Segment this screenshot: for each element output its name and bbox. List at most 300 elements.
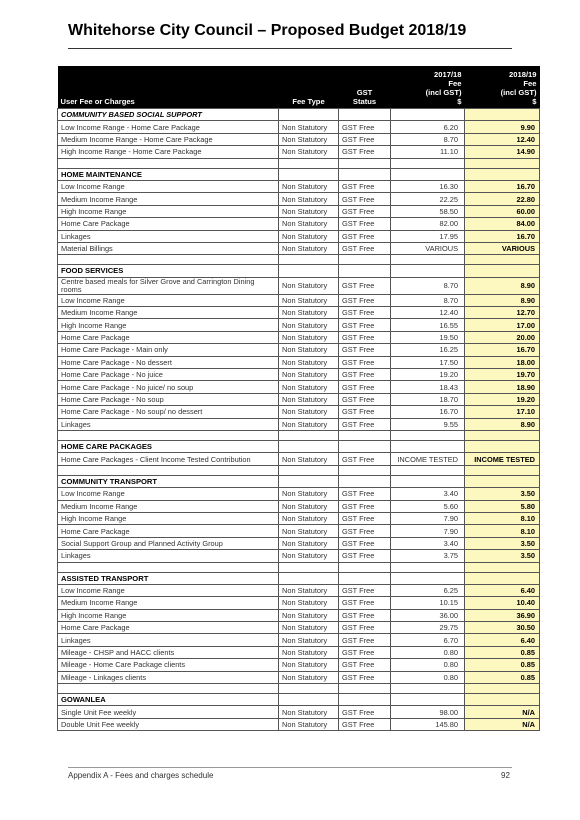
table-row [58, 146, 540, 158]
gst-status-cell: GST Free [339, 584, 391, 596]
fee-type-cell: Non Statutory [279, 512, 339, 524]
table-row [58, 597, 540, 609]
gst-status-cell [339, 158, 391, 168]
gst-status-cell [339, 440, 391, 452]
fee-type-cell: Non Statutory [279, 381, 339, 393]
fee-2018-19-cell: 18.00 [465, 356, 540, 368]
fee-2018-19-cell: 8.10 [465, 525, 540, 537]
table-row [58, 634, 540, 646]
fee-type-cell: Non Statutory [279, 659, 339, 671]
header-fee-2018-19: 2018/19 Fee (incl GST) $ [465, 66, 540, 109]
fee-2017-18-cell: 16.55 [391, 319, 465, 331]
spacer-row [58, 255, 540, 265]
gst-status-cell [339, 168, 391, 180]
fee-2018-19-cell: 12.40 [465, 133, 540, 145]
fee-2017-18-cell: 8.70 [391, 294, 465, 306]
fee-2017-18-cell [391, 109, 465, 121]
fee-type-cell: Non Statutory [279, 230, 339, 242]
fee-name-cell: Home Care Package [58, 525, 279, 537]
fee-2018-19-cell: 22.80 [465, 193, 540, 205]
gst-status-cell: GST Free [339, 512, 391, 524]
fee-2017-18-cell: 17.95 [391, 230, 465, 242]
fee-2017-18-cell: 58.50 [391, 205, 465, 217]
fee-name-cell: Home Care Package [58, 331, 279, 343]
fee-2017-18-cell [391, 465, 465, 475]
fee-2018-19-cell: INCOME TESTED [465, 453, 540, 465]
fee-name-cell: Home Care Package - Main only [58, 344, 279, 356]
spacer-row [58, 158, 540, 168]
fee-2017-18-cell: 7.90 [391, 525, 465, 537]
fee-2018-19-cell: 0.85 [465, 659, 540, 671]
fee-type-cell [279, 255, 339, 265]
fee-name-cell: Low Income Range [58, 294, 279, 306]
fee-2017-18-cell: 3.40 [391, 537, 465, 549]
fee-2017-18-cell: 22.25 [391, 193, 465, 205]
fee-name-cell: Home Care Package - No soup [58, 393, 279, 405]
fee-name-cell: Linkages [58, 634, 279, 646]
fee-name-cell: Medium Income Range [58, 193, 279, 205]
table-row [58, 393, 540, 405]
gst-status-cell: GST Free [339, 344, 391, 356]
table-row [58, 133, 540, 145]
fee-2018-19-cell: 0.85 [465, 646, 540, 658]
gst-status-cell [339, 475, 391, 487]
fee-2017-18-cell: 0.80 [391, 646, 465, 658]
fee-type-cell: Non Statutory [279, 331, 339, 343]
fee-2017-18-cell: 3.75 [391, 550, 465, 562]
section-heading-row [58, 572, 540, 584]
fee-type-cell: Non Statutory [279, 307, 339, 319]
table-row [58, 646, 540, 658]
fee-2017-18-cell: 19.20 [391, 369, 465, 381]
gst-status-cell: GST Free [339, 659, 391, 671]
fee-2018-19-cell [465, 684, 540, 694]
fee-name-cell: Linkages [58, 230, 279, 242]
fee-name-cell: COMMUNITY TRANSPORT [58, 475, 279, 487]
fee-type-cell: Non Statutory [279, 671, 339, 683]
gst-status-cell: GST Free [339, 488, 391, 500]
fee-2017-18-cell: 7.90 [391, 512, 465, 524]
fee-type-cell: Non Statutory [279, 488, 339, 500]
spacer-row [58, 562, 540, 572]
fee-2017-18-cell [391, 572, 465, 584]
fee-2018-19-cell: 17.00 [465, 319, 540, 331]
fee-type-cell: Non Statutory [279, 180, 339, 192]
gst-status-cell: GST Free [339, 218, 391, 230]
fee-2018-19-cell: 8.90 [465, 277, 540, 294]
fee-2017-18-cell: 16.70 [391, 406, 465, 418]
fee-name-cell: COMMUNITY BASED SOCIAL SUPPORT [58, 109, 279, 121]
gst-status-cell: GST Free [339, 597, 391, 609]
fee-2017-18-cell: 5.60 [391, 500, 465, 512]
fee-type-cell: Non Statutory [279, 646, 339, 658]
fee-name-cell: Single Unit Fee weekly [58, 706, 279, 718]
fee-name-cell: Home Care Packages - Client Income Tested Contribution [58, 453, 279, 465]
fee-name-cell: Home Care Package - No soup/ no dessert [58, 406, 279, 418]
fee-2017-18-cell [391, 694, 465, 706]
gst-status-cell: GST Free [339, 550, 391, 562]
gst-status-cell [339, 109, 391, 121]
fee-name-cell: Mileage - Linkages clients [58, 671, 279, 683]
fee-name-cell: GOWANLEA [58, 694, 279, 706]
fee-name-cell: Double Unit Fee weekly [58, 718, 279, 730]
fee-name-cell: Low Income Range [58, 584, 279, 596]
table-row [58, 218, 540, 230]
fee-2018-19-cell: 0.85 [465, 671, 540, 683]
gst-status-cell [339, 255, 391, 265]
fee-2017-18-cell: 18.43 [391, 381, 465, 393]
gst-status-cell: GST Free [339, 319, 391, 331]
spacer-row [58, 684, 540, 694]
fee-name-cell: Medium Income Range [58, 597, 279, 609]
gst-status-cell: GST Free [339, 418, 391, 430]
fee-type-cell: Non Statutory [279, 218, 339, 230]
table-row [58, 230, 540, 242]
gst-status-cell: GST Free [339, 193, 391, 205]
fee-2018-19-cell: 17.10 [465, 406, 540, 418]
table-row [58, 294, 540, 306]
fee-2017-18-cell: 10.15 [391, 597, 465, 609]
fee-name-cell: High Income Range [58, 609, 279, 621]
fee-2018-19-cell: VARIOUS [465, 242, 540, 254]
gst-status-cell: GST Free [339, 331, 391, 343]
fee-type-cell [279, 475, 339, 487]
fee-type-cell: Non Statutory [279, 500, 339, 512]
fee-name-cell: Medium Income Range [58, 500, 279, 512]
gst-status-cell: GST Free [339, 146, 391, 158]
fee-2018-19-cell: 9.90 [465, 121, 540, 133]
table-row [58, 193, 540, 205]
table-row [58, 488, 540, 500]
fee-2017-18-cell: 19.50 [391, 331, 465, 343]
fee-name-cell [58, 255, 279, 265]
fee-name-cell: FOOD SERVICES [58, 265, 279, 277]
fee-2017-18-cell: 8.70 [391, 277, 465, 294]
fee-2017-18-cell: 145.80 [391, 718, 465, 730]
page-number: 92 [501, 771, 510, 780]
table-row [58, 525, 540, 537]
fee-2018-19-cell: 5.80 [465, 500, 540, 512]
fee-name-cell: Home Care Package [58, 622, 279, 634]
fee-name-cell: High Income Range - Home Care Package [58, 146, 279, 158]
fee-2017-18-cell [391, 265, 465, 277]
fee-2017-18-cell [391, 430, 465, 440]
gst-status-cell: GST Free [339, 671, 391, 683]
fee-name-cell: Medium Income Range [58, 307, 279, 319]
fee-2018-19-cell: 8.90 [465, 418, 540, 430]
fee-2018-19-cell: 60.00 [465, 205, 540, 217]
fee-type-cell [279, 572, 339, 584]
fee-2017-18-cell: VARIOUS [391, 242, 465, 254]
fee-type-cell: Non Statutory [279, 393, 339, 405]
fee-2018-19-cell: 84.00 [465, 218, 540, 230]
header-charges: User Fee or Charges [58, 66, 279, 109]
fee-name-cell: Home Care Package - No juice [58, 369, 279, 381]
fee-2017-18-cell: 12.40 [391, 307, 465, 319]
fee-type-cell: Non Statutory [279, 550, 339, 562]
fee-name-cell: Mileage - CHSP and HACC clients [58, 646, 279, 658]
fee-type-cell [279, 440, 339, 452]
section-heading-row [58, 265, 540, 277]
fee-type-cell [279, 694, 339, 706]
fee-2017-18-cell [391, 255, 465, 265]
footer-label: Appendix A - Fees and charges schedule [68, 771, 214, 780]
fee-type-cell: Non Statutory [279, 146, 339, 158]
fee-type-cell: Non Statutory [279, 537, 339, 549]
fee-2018-19-cell [465, 158, 540, 168]
fee-2017-18-cell: 6.25 [391, 584, 465, 596]
gst-status-cell: GST Free [339, 718, 391, 730]
fee-name-cell: Home Care Package - No juice/ no soup [58, 381, 279, 393]
fee-type-cell: Non Statutory [279, 319, 339, 331]
fee-2017-18-cell: 18.70 [391, 393, 465, 405]
fee-2018-19-cell: 6.40 [465, 634, 540, 646]
fee-type-cell [279, 430, 339, 440]
gst-status-cell [339, 430, 391, 440]
fee-type-cell: Non Statutory [279, 356, 339, 368]
fee-2017-18-cell [391, 562, 465, 572]
gst-status-cell: GST Free [339, 205, 391, 217]
fee-2017-18-cell: 82.00 [391, 218, 465, 230]
fee-2018-19-cell: 10.40 [465, 597, 540, 609]
fee-2018-19-cell: 3.50 [465, 550, 540, 562]
fee-name-cell: HOME CARE PACKAGES [58, 440, 279, 452]
fee-type-cell: Non Statutory [279, 609, 339, 621]
table-header-row [58, 66, 540, 109]
fee-2018-19-cell: 16.70 [465, 180, 540, 192]
page-title: Whitehorse City Council – Proposed Budget 2018/19 [68, 22, 467, 39]
gst-status-cell: GST Free [339, 133, 391, 145]
fee-type-cell: Non Statutory [279, 597, 339, 609]
fee-name-cell: Linkages [58, 550, 279, 562]
fee-2018-19-cell [465, 265, 540, 277]
gst-status-cell [339, 572, 391, 584]
gst-status-cell: GST Free [339, 356, 391, 368]
fee-2017-18-cell: 3.40 [391, 488, 465, 500]
fee-name-cell: High Income Range [58, 205, 279, 217]
table-body [58, 109, 540, 731]
gst-status-cell: GST Free [339, 294, 391, 306]
fee-2017-18-cell: 9.55 [391, 418, 465, 430]
fee-2018-19-cell [465, 430, 540, 440]
fee-name-cell [58, 562, 279, 572]
fee-2018-19-cell: 20.00 [465, 331, 540, 343]
fee-name-cell: Mileage - Home Care Package clients [58, 659, 279, 671]
fee-2017-18-cell: 6.70 [391, 634, 465, 646]
gst-status-cell: GST Free [339, 453, 391, 465]
gst-status-cell [339, 562, 391, 572]
table-row [58, 277, 540, 294]
fee-2018-19-cell: 30.50 [465, 622, 540, 634]
fee-type-cell: Non Statutory [279, 525, 339, 537]
table-row [58, 344, 540, 356]
table-row [58, 500, 540, 512]
spacer-row [58, 430, 540, 440]
gst-status-cell: GST Free [339, 537, 391, 549]
fee-name-cell: Low Income Range - Home Care Package [58, 121, 279, 133]
gst-status-cell: GST Free [339, 242, 391, 254]
section-heading-row [58, 475, 540, 487]
gst-status-cell: GST Free [339, 307, 391, 319]
table-row [58, 537, 540, 549]
fee-2017-18-cell: 0.80 [391, 659, 465, 671]
fee-2018-19-cell [465, 475, 540, 487]
gst-status-cell: GST Free [339, 622, 391, 634]
fee-type-cell [279, 465, 339, 475]
fee-type-cell [279, 562, 339, 572]
fee-2017-18-cell [391, 168, 465, 180]
table-row [58, 453, 540, 465]
fee-2018-19-cell: 36.90 [465, 609, 540, 621]
fee-name-cell [58, 684, 279, 694]
gst-status-cell: GST Free [339, 706, 391, 718]
fee-2018-19-cell [465, 572, 540, 584]
table-row [58, 671, 540, 683]
fee-type-cell: Non Statutory [279, 718, 339, 730]
table-row [58, 622, 540, 634]
gst-status-cell: GST Free [339, 277, 391, 294]
fee-name-cell: HOME MAINTENANCE [58, 168, 279, 180]
table-row [58, 381, 540, 393]
fee-2017-18-cell: 6.20 [391, 121, 465, 133]
fee-2018-19-cell [465, 440, 540, 452]
fee-type-cell: Non Statutory [279, 344, 339, 356]
fee-type-cell: Non Statutory [279, 634, 339, 646]
fee-type-cell: Non Statutory [279, 294, 339, 306]
fee-name-cell: Low Income Range [58, 180, 279, 192]
section-heading-row [58, 694, 540, 706]
fee-name-cell: Centre based meals for Silver Grove and Carrington Dining rooms [58, 277, 279, 294]
fees-table [57, 66, 540, 731]
fee-2017-18-cell: 17.50 [391, 356, 465, 368]
fee-2018-19-cell [465, 694, 540, 706]
gst-status-cell [339, 265, 391, 277]
table-row [58, 180, 540, 192]
fee-2018-19-cell [465, 465, 540, 475]
header-gst-status: GST Status [339, 66, 391, 109]
gst-status-cell: GST Free [339, 230, 391, 242]
fee-type-cell: Non Statutory [279, 242, 339, 254]
fee-type-cell: Non Statutory [279, 193, 339, 205]
table-row [58, 550, 540, 562]
fee-name-cell: Social Support Group and Planned Activity Group [58, 537, 279, 549]
fee-2018-19-cell [465, 109, 540, 121]
fee-2018-19-cell: 8.10 [465, 512, 540, 524]
fee-name-cell: High Income Range [58, 512, 279, 524]
table-row [58, 406, 540, 418]
fee-2018-19-cell: 3.50 [465, 488, 540, 500]
fee-2018-19-cell [465, 255, 540, 265]
fee-2017-18-cell: 98.00 [391, 706, 465, 718]
fee-name-cell: ASSISTED TRANSPORT [58, 572, 279, 584]
table-row [58, 331, 540, 343]
table-row [58, 356, 540, 368]
gst-status-cell: GST Free [339, 500, 391, 512]
fee-2017-18-cell: 11.10 [391, 146, 465, 158]
header-fee-2017-18: 2017/18 Fee (incl GST) $ [391, 66, 465, 109]
fee-name-cell [58, 158, 279, 168]
title-divider [68, 48, 512, 49]
table-row [58, 307, 540, 319]
fee-name-cell [58, 430, 279, 440]
fee-2018-19-cell: 16.70 [465, 230, 540, 242]
fee-name-cell: Home Care Package [58, 218, 279, 230]
gst-status-cell: GST Free [339, 634, 391, 646]
table-row [58, 718, 540, 730]
table-row [58, 205, 540, 217]
fee-2017-18-cell [391, 158, 465, 168]
fee-2018-19-cell [465, 562, 540, 572]
fee-2018-19-cell: 12.70 [465, 307, 540, 319]
fee-type-cell: Non Statutory [279, 277, 339, 294]
fee-name-cell: High Income Range [58, 319, 279, 331]
gst-status-cell: GST Free [339, 609, 391, 621]
fee-2018-19-cell: N/A [465, 718, 540, 730]
fee-2017-18-cell: 29.75 [391, 622, 465, 634]
fee-type-cell: Non Statutory [279, 622, 339, 634]
fee-type-cell [279, 684, 339, 694]
gst-status-cell: GST Free [339, 406, 391, 418]
fee-2017-18-cell: 16.30 [391, 180, 465, 192]
fee-type-cell [279, 265, 339, 277]
fee-2018-19-cell: 19.20 [465, 393, 540, 405]
fee-type-cell: Non Statutory [279, 706, 339, 718]
fee-type-cell: Non Statutory [279, 205, 339, 217]
fee-2018-19-cell: 19.70 [465, 369, 540, 381]
fee-type-cell [279, 168, 339, 180]
fee-2018-19-cell: 14.90 [465, 146, 540, 158]
fee-2018-19-cell: 3.50 [465, 537, 540, 549]
fee-2017-18-cell [391, 440, 465, 452]
fee-type-cell: Non Statutory [279, 453, 339, 465]
fee-2017-18-cell [391, 684, 465, 694]
gst-status-cell: GST Free [339, 646, 391, 658]
table-row [58, 242, 540, 254]
section-heading-row [58, 168, 540, 180]
fee-type-cell: Non Statutory [279, 369, 339, 381]
fee-2017-18-cell: 16.25 [391, 344, 465, 356]
fee-type-cell: Non Statutory [279, 406, 339, 418]
fee-type-cell: Non Statutory [279, 584, 339, 596]
fee-type-cell: Non Statutory [279, 133, 339, 145]
subsection-heading-row [58, 109, 540, 121]
table-row [58, 369, 540, 381]
fee-2017-18-cell: 36.00 [391, 609, 465, 621]
fee-2018-19-cell: 16.70 [465, 344, 540, 356]
gst-status-cell: GST Free [339, 525, 391, 537]
fee-2018-19-cell [465, 168, 540, 180]
table-row [58, 319, 540, 331]
table-row [58, 609, 540, 621]
gst-status-cell: GST Free [339, 121, 391, 133]
fee-2018-19-cell: 8.90 [465, 294, 540, 306]
fee-2018-19-cell: 18.90 [465, 381, 540, 393]
gst-status-cell [339, 694, 391, 706]
fee-type-cell: Non Statutory [279, 121, 339, 133]
fee-2018-19-cell: 6.40 [465, 584, 540, 596]
table-row [58, 418, 540, 430]
fee-2018-19-cell: N/A [465, 706, 540, 718]
section-heading-row [58, 440, 540, 452]
gst-status-cell: GST Free [339, 381, 391, 393]
gst-status-cell [339, 684, 391, 694]
header-fee-type: Fee Type [279, 66, 339, 109]
gst-status-cell: GST Free [339, 180, 391, 192]
fee-2017-18-cell [391, 475, 465, 487]
gst-status-cell [339, 465, 391, 475]
gst-status-cell: GST Free [339, 393, 391, 405]
fee-2017-18-cell: INCOME TESTED [391, 453, 465, 465]
